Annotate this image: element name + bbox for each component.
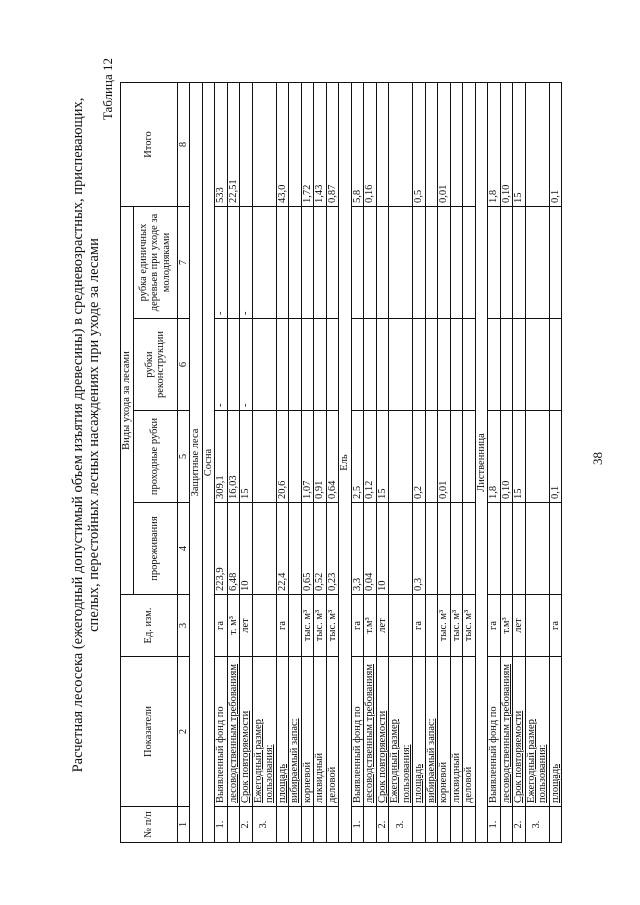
row-number: [326, 807, 339, 843]
value-cell: [549, 503, 562, 595]
row-number: 2.: [376, 807, 389, 843]
value-cell: 0,23: [326, 503, 339, 595]
indicator-label: площадь: [413, 657, 426, 807]
unit-label: тыс. м³: [463, 595, 476, 657]
value-cell: [525, 411, 549, 503]
value-cell: 1,07: [301, 411, 314, 503]
value-cell: 0,91: [314, 411, 327, 503]
value-cell: [425, 503, 438, 595]
unit-label: т.м³: [364, 595, 377, 657]
table-row: [289, 82, 302, 842]
indicator-label: корневой: [301, 657, 314, 807]
value-cell: [549, 206, 562, 318]
col-number: 7: [177, 206, 190, 318]
value-cell: [500, 319, 513, 411]
value-cell: 43,0: [276, 82, 289, 206]
category-label: Защитные леса: [190, 82, 203, 842]
row-number: [301, 807, 314, 843]
unit-label: [525, 595, 549, 657]
table-row: [240, 82, 253, 842]
value-cell: [301, 206, 314, 318]
allowable-cut-table: [120, 82, 562, 843]
value-cell: 0,10: [500, 82, 513, 206]
row-number: [364, 807, 377, 843]
table-row: [500, 82, 513, 842]
value-cell: [252, 319, 276, 411]
value-cell: [425, 82, 438, 206]
header-care-types: Виды ухода за лесами: [121, 206, 134, 594]
value-cell: 1,8: [488, 411, 501, 503]
value-cell: [289, 411, 302, 503]
row-number: 1.: [351, 807, 364, 843]
value-cell: [289, 503, 302, 595]
header-reconstruction: рубки реконструкции: [133, 319, 177, 411]
row-number: [500, 807, 513, 843]
value-cell: 0,12: [364, 411, 377, 503]
value-cell: [351, 206, 364, 318]
value-cell: -: [240, 206, 253, 318]
value-cell: [500, 206, 513, 318]
value-cell: [389, 411, 413, 503]
value-cell: [289, 82, 302, 206]
value-cell: 16,03: [227, 411, 240, 503]
value-cell: [425, 411, 438, 503]
value-cell: 0,3: [413, 503, 426, 595]
row-number: [413, 807, 426, 843]
value-cell: 0,87: [326, 82, 339, 206]
value-cell: [227, 319, 240, 411]
value-cell: [450, 206, 463, 318]
value-cell: [450, 319, 463, 411]
title-line: Расчетная лесосека (ежегодный допустимый объем изъятия древесины) в средневозрастных, приспевающих,: [70, 97, 86, 773]
species-label: Лиственница: [475, 82, 488, 842]
col-number: 1: [177, 807, 190, 843]
indicator-label: ликвидный: [314, 657, 327, 807]
table-row: [215, 82, 228, 842]
value-cell: -: [240, 319, 253, 411]
value-cell: [240, 82, 253, 206]
value-cell: [450, 82, 463, 206]
row-number: 2.: [513, 807, 526, 843]
value-cell: 0,01: [438, 82, 451, 206]
value-cell: [376, 82, 389, 206]
value-cell: [314, 319, 327, 411]
unit-label: га: [413, 595, 426, 657]
row-number: 2.: [240, 807, 253, 843]
row-number: 3.: [525, 807, 549, 843]
unit-label: т. м³: [227, 595, 240, 657]
indicator-label: площадь: [549, 657, 562, 807]
value-cell: [450, 503, 463, 595]
value-cell: 533: [215, 82, 228, 206]
table-row: [314, 82, 327, 842]
table-row: [413, 82, 426, 842]
row-number: [425, 807, 438, 843]
species-pine: Сосна: [202, 82, 215, 842]
value-cell: [389, 82, 413, 206]
value-cell: [525, 319, 549, 411]
value-cell: 0,64: [326, 411, 339, 503]
row-number: [227, 807, 240, 843]
value-cell: 22,51: [227, 82, 240, 206]
unit-label: [425, 595, 438, 657]
header-row: [121, 82, 134, 842]
value-cell: [513, 503, 526, 595]
indicator-label: ликвидный: [450, 657, 463, 807]
indicator-label: Ежегодный размер пользования:: [252, 657, 276, 807]
value-cell: [463, 411, 476, 503]
indicator-label: лесоводственным требованиям: [364, 657, 377, 807]
value-cell: 0,1: [549, 411, 562, 503]
indicator-label: корневой: [438, 657, 451, 807]
table-row: [513, 82, 526, 842]
value-cell: [413, 206, 426, 318]
col-number: 4: [177, 503, 190, 595]
row-number: [463, 807, 476, 843]
value-cell: 15: [240, 411, 253, 503]
unit-label: тыс. м³: [326, 595, 339, 657]
indicator-label: Срок повторяемости: [240, 657, 253, 807]
value-cell: 22,4: [276, 503, 289, 595]
unit-label: лет: [513, 595, 526, 657]
unit-label: га: [488, 595, 501, 657]
value-cell: 10: [376, 503, 389, 595]
value-cell: [438, 319, 451, 411]
indicator-label: лесоводственным требованиям: [227, 657, 240, 807]
unit-label: [252, 595, 276, 657]
value-cell: 0,5: [413, 82, 426, 206]
value-cell: 10: [240, 503, 253, 595]
value-cell: [438, 206, 451, 318]
value-cell: 0,2: [413, 411, 426, 503]
value-cell: [500, 503, 513, 595]
value-cell: 2,5: [351, 411, 364, 503]
value-cell: 1,43: [314, 82, 327, 206]
indicator-label: вибираемый запас:: [289, 657, 302, 807]
table-row: [425, 82, 438, 842]
table-row: [227, 82, 240, 842]
row-number: 3.: [252, 807, 276, 843]
value-cell: [364, 319, 377, 411]
table-row: [376, 82, 389, 842]
col-number: 6: [177, 319, 190, 411]
value-cell: [488, 503, 501, 595]
value-cell: [525, 82, 549, 206]
value-cell: [314, 206, 327, 318]
value-cell: [525, 206, 549, 318]
value-cell: [376, 319, 389, 411]
indicator-label: лесоводственным требованиям: [500, 657, 513, 807]
value-cell: [463, 82, 476, 206]
unit-label: тыс. м³: [438, 595, 451, 657]
header-num: № п/п: [121, 807, 178, 843]
col-number: 2: [177, 657, 190, 807]
value-cell: 0,10: [500, 411, 513, 503]
table-label: Таблица 12: [100, 58, 115, 121]
value-cell: [252, 411, 276, 503]
value-cell: [252, 82, 276, 206]
table-row: [301, 82, 314, 842]
value-cell: [425, 319, 438, 411]
title-line: спелых, перестойных лесных насаждениях при уходе за лесами: [86, 238, 102, 632]
value-cell: [463, 319, 476, 411]
value-cell: [289, 319, 302, 411]
value-cell: [351, 319, 364, 411]
value-cell: 0,04: [364, 503, 377, 595]
value-cell: [389, 206, 413, 318]
value-cell: [488, 319, 501, 411]
value-cell: [513, 319, 526, 411]
row-number: [276, 807, 289, 843]
value-cell: 0,16: [364, 82, 377, 206]
value-cell: [413, 319, 426, 411]
table-row: [364, 82, 377, 842]
unit-label: лет: [376, 595, 389, 657]
header-passing: проходные рубки: [133, 411, 177, 503]
header-single-trees: рубка единичных деревьев при уходе за молодняками: [133, 206, 177, 318]
unit-label: [389, 595, 413, 657]
indicator-label: деловой: [463, 657, 476, 807]
value-cell: 309,1: [215, 411, 228, 503]
unit-label: га: [351, 595, 364, 657]
value-cell: [450, 411, 463, 503]
unit-label: т.м³: [500, 595, 513, 657]
unit-label: тыс. м³: [314, 595, 327, 657]
value-cell: [549, 319, 562, 411]
value-cell: [389, 319, 413, 411]
indicator-label: площадь: [276, 657, 289, 807]
table-row: [488, 82, 501, 842]
value-cell: 223,9: [215, 503, 228, 595]
table-row: [463, 82, 476, 842]
value-cell: 3,3: [351, 503, 364, 595]
section-row: [339, 82, 352, 842]
value-cell: 15: [513, 82, 526, 206]
value-cell: [289, 206, 302, 318]
value-cell: 1,72: [301, 82, 314, 206]
indicator-label: Выявленный фонд по: [488, 657, 501, 807]
indicator-label: вибираемый запас:: [425, 657, 438, 807]
section-row: [202, 82, 215, 842]
table-row: [389, 82, 413, 842]
value-cell: -: [215, 319, 228, 411]
value-cell: [326, 206, 339, 318]
value-cell: 5,8: [351, 82, 364, 206]
column-number-row: [177, 82, 190, 842]
value-cell: [463, 206, 476, 318]
value-cell: [438, 503, 451, 595]
species-label: Ель: [339, 82, 352, 842]
indicator-label: Срок повторяемости: [376, 657, 389, 807]
value-cell: [276, 206, 289, 318]
value-cell: [463, 503, 476, 595]
table-row: [276, 82, 289, 842]
value-cell: 0,1: [549, 82, 562, 206]
value-cell: [326, 319, 339, 411]
value-cell: 0,52: [314, 503, 327, 595]
value-cell: [227, 206, 240, 318]
unit-label: га: [215, 595, 228, 657]
unit-label: [289, 595, 302, 657]
value-cell: 1,8: [488, 82, 501, 206]
value-cell: [276, 319, 289, 411]
value-cell: 20,6: [276, 411, 289, 503]
value-cell: [252, 503, 276, 595]
col-number: 8: [177, 82, 190, 206]
indicator-label: Ежегодный размер пользования:: [389, 657, 413, 807]
table-row: [252, 82, 276, 842]
col-number: 3: [177, 595, 190, 657]
row-number: [450, 807, 463, 843]
row-number: [314, 807, 327, 843]
table-row: [450, 82, 463, 842]
row-number: 3.: [389, 807, 413, 843]
indicator-label: Выявленный фонд по: [351, 657, 364, 807]
row-number: [438, 807, 451, 843]
section-row: [475, 82, 488, 842]
value-cell: [301, 319, 314, 411]
value-cell: [364, 206, 377, 318]
header-unit: Ед. изм.: [121, 595, 178, 657]
col-number: 5: [177, 411, 190, 503]
row-number: 1.: [488, 807, 501, 843]
header-thinning: прореживания: [133, 503, 177, 595]
value-cell: [488, 206, 501, 318]
unit-label: тыс. м³: [450, 595, 463, 657]
row-number: [289, 807, 302, 843]
value-cell: 6,48: [227, 503, 240, 595]
document-title: [70, 85, 102, 785]
value-cell: [513, 206, 526, 318]
unit-label: тыс. м³: [301, 595, 314, 657]
row-number: [549, 807, 562, 843]
indicator-label: Срок повторяемости: [513, 657, 526, 807]
header-indicator: Показатели: [121, 657, 178, 807]
table-row: [326, 82, 339, 842]
value-cell: 0,01: [438, 411, 451, 503]
value-cell: [252, 206, 276, 318]
value-cell: [425, 206, 438, 318]
row-number: 1.: [215, 807, 228, 843]
value-cell: [525, 503, 549, 595]
unit-label: лет: [240, 595, 253, 657]
table-row: [525, 82, 549, 842]
table-row: [549, 82, 562, 842]
table-row: [438, 82, 451, 842]
value-cell: 0,65: [301, 503, 314, 595]
table-row: [351, 82, 364, 842]
unit-label: га: [549, 595, 562, 657]
value-cell: -: [215, 206, 228, 318]
page-number: 38: [590, 452, 605, 465]
value-cell: [389, 503, 413, 595]
value-cell: 15: [513, 411, 526, 503]
unit-label: га: [276, 595, 289, 657]
section-row: [190, 82, 203, 842]
header-total: Итого: [121, 82, 178, 206]
value-cell: 15: [376, 411, 389, 503]
indicator-label: Выявленный фонд по: [215, 657, 228, 807]
indicator-label: деловой: [326, 657, 339, 807]
value-cell: [376, 206, 389, 318]
indicator-label: Ежегодный размер пользования:: [525, 657, 549, 807]
